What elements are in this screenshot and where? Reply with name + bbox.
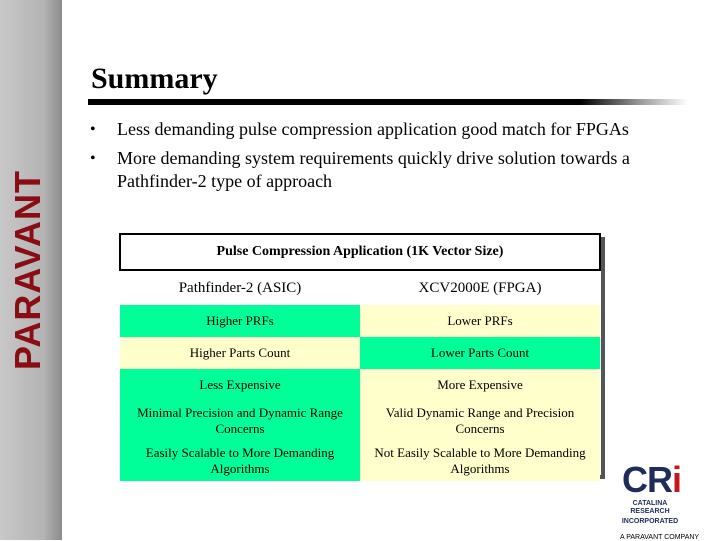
bullet-text: Less demanding pulse compression application good match for FPGAs [117,119,629,139]
table-cell: Less Expensive [120,369,360,401]
table-row [120,305,600,337]
bullet-text: More demanding system requirements quickly drive solution towards a Pathfinder-2 type of approach [117,148,630,191]
bullet-item [88,147,648,193]
bullet-item [88,118,648,141]
table-cell: Minimal Precision and Dynamic Range Concerns [120,401,360,441]
table-cell: Easily Scalable to More Demanding Algorithms [120,441,360,481]
left-sidebar-bar [0,0,62,540]
table-cell: Valid Dynamic Range and Precision Concerns [360,401,600,441]
table-row [120,441,600,481]
logo-letter: R [647,459,672,500]
comparison-table [119,233,601,475]
paravant-logo [7,170,48,370]
cri-logo-mark [622,459,710,500]
table-cell: More Expensive [360,369,600,401]
table-row [120,369,600,401]
table-cell: Higher Parts Count [120,337,360,369]
table-cell: Lower PRFs [360,305,600,337]
logo-letter: C [622,459,647,500]
table-cell: Not Easily Scalable to More Demanding Algorithms [360,441,600,481]
cri-logo-line2: INCORPORATED [621,518,679,525]
column-header-fpga: XCV2000E (FPGA) [360,270,600,305]
table-cell: Lower Parts Count [360,337,600,369]
logo-letter: i [672,459,682,500]
title-underline [88,99,688,105]
slide-title: Summary [91,62,218,95]
cri-logo [620,459,710,541]
table-row [120,337,600,369]
bullet-list [88,118,648,199]
table-cell: Higher PRFs [120,305,360,337]
column-header-asic: Pathfinder-2 (ASIC) [120,270,360,305]
cri-logo-line1: CATALINA RESEARCH [630,500,670,515]
bullet-icon: • [90,121,96,138]
table-caption: Pulse Compression Application (1K Vector Size) [120,234,600,270]
paravant-logo-text: PARAVANT [7,170,48,370]
table-row [120,401,600,441]
bullet-icon: • [90,150,96,167]
cri-logo-tagline: A PARAVANT COMPANY [620,534,700,541]
